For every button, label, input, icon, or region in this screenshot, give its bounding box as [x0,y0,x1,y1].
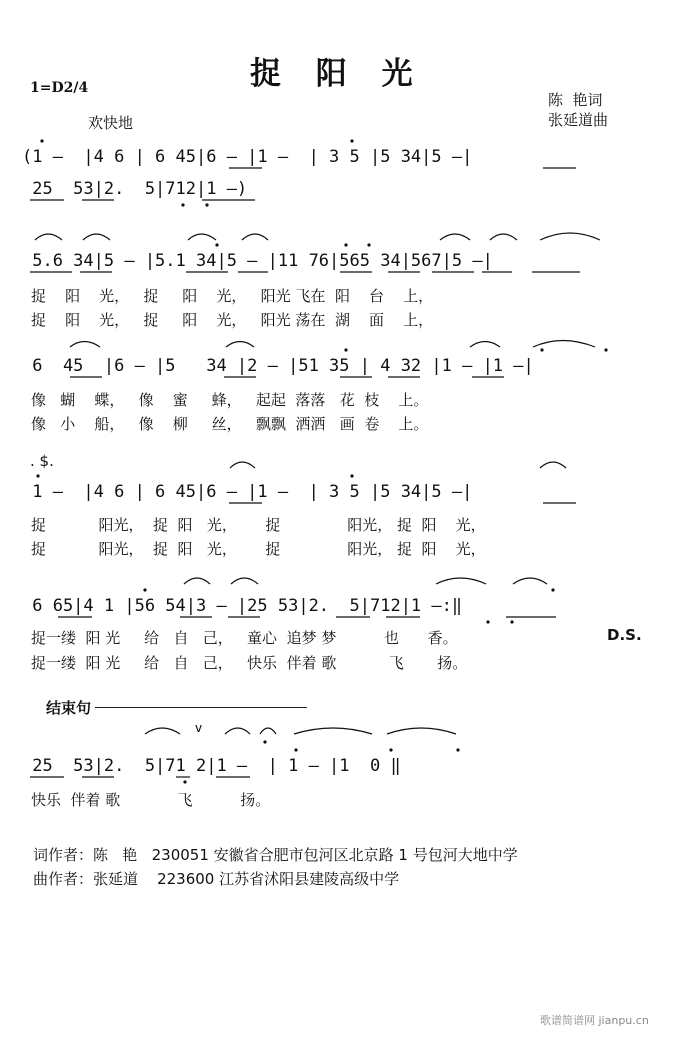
lyrics-row-4-verse-2: 像 小 船， 像 柳 丝， 飘飘 洒洒 画 卷 上。 [31,415,429,433]
breath-mark: v [195,721,203,735]
tie-arcs [35,233,600,734]
lyricist-credit: 陈 艳词 [548,91,603,109]
lyrics-row-6-verse-2: 捉一缕 阳 光 给 自 己， 快乐 伴着 歌 飞 扬。 [31,654,468,672]
lyrics-row-ending: 快乐 伴着 歌 飞 扬。 [31,791,271,809]
composer-credit: 张延道曲 [548,111,609,129]
lyrics-row-4-verse-1: 像 蝴 蝶， 像 蜜 蜂， 起起 落落 花 枝 上。 [31,391,429,409]
song-title: 捉 阳 光 [250,56,425,92]
lyricist-address: 词作者：陈 艳 230051 安徽省合肥市包河区北京路 1 号包河大地中学 [33,846,518,864]
segno-mark: . $. [30,452,54,470]
notation-row-6: 6 65|4 1 |56 54|3 — |25 53|2. 5|712|1 —:‖ [22,596,463,616]
notation-row-5: 1 — |4 6 | 6 45|6 — |1 — | 3 5 |5 34|5 —| [22,482,473,502]
octave-dots [36,139,607,783]
composer-address: 曲作者：张延道 223600 江苏省沭阳县建陵高级中学 [33,870,400,888]
tempo-marking: 欢快地 [88,114,134,132]
lyrics-row-6-verse-1: 捉一缕 阳 光 给 自 己， 童心 追梦 梦 也 香。 [31,629,458,647]
notation-row-3: 5.6 34|5 — |5.1 34|5 — |11 76|565 34|567|5 —| [22,251,493,271]
lyrics-row-3-verse-2: 捉 阳 光， 捉 阳 光， 阳光 荡在 湖 面 上， [31,311,434,329]
watermark: 歌谱简谱网 jianpu.cn [540,1014,649,1027]
lyrics-row-5-verse-2: 捉 阳光， 捉 阳 光， 捉 阳光， 捉 阳 光， [31,540,486,558]
beam-underlines [30,168,580,777]
dal-segno-mark: D.S. [607,626,642,644]
notation-row-1: (1 — |4 6 | 6 45|6 — |1 — | 3 5 |5 34|5 —| [22,147,473,167]
lyrics-row-3-verse-1: 捉 阳 光， 捉 阳 光， 阳光 飞在 阳 台 上， [31,287,434,305]
notation-row-2: 25 53|2. 5|712|1 —) [22,179,248,199]
notation-row-ending: 25 53|2. 5|71 2|1 — | 1 — |1 0 ‖ [22,756,401,776]
lyrics-row-5-verse-1: 捉 阳光， 捉 阳 光， 捉 阳光， 捉 阳 光， [31,516,486,534]
key-signature: 1=D2/4 [30,80,89,96]
ending-label: 结束句 [46,699,92,717]
notation-row-4: 6 45 |6 — |5 34 |2 — |51 35 | 4 32 |1 — |1 —| [22,356,534,376]
